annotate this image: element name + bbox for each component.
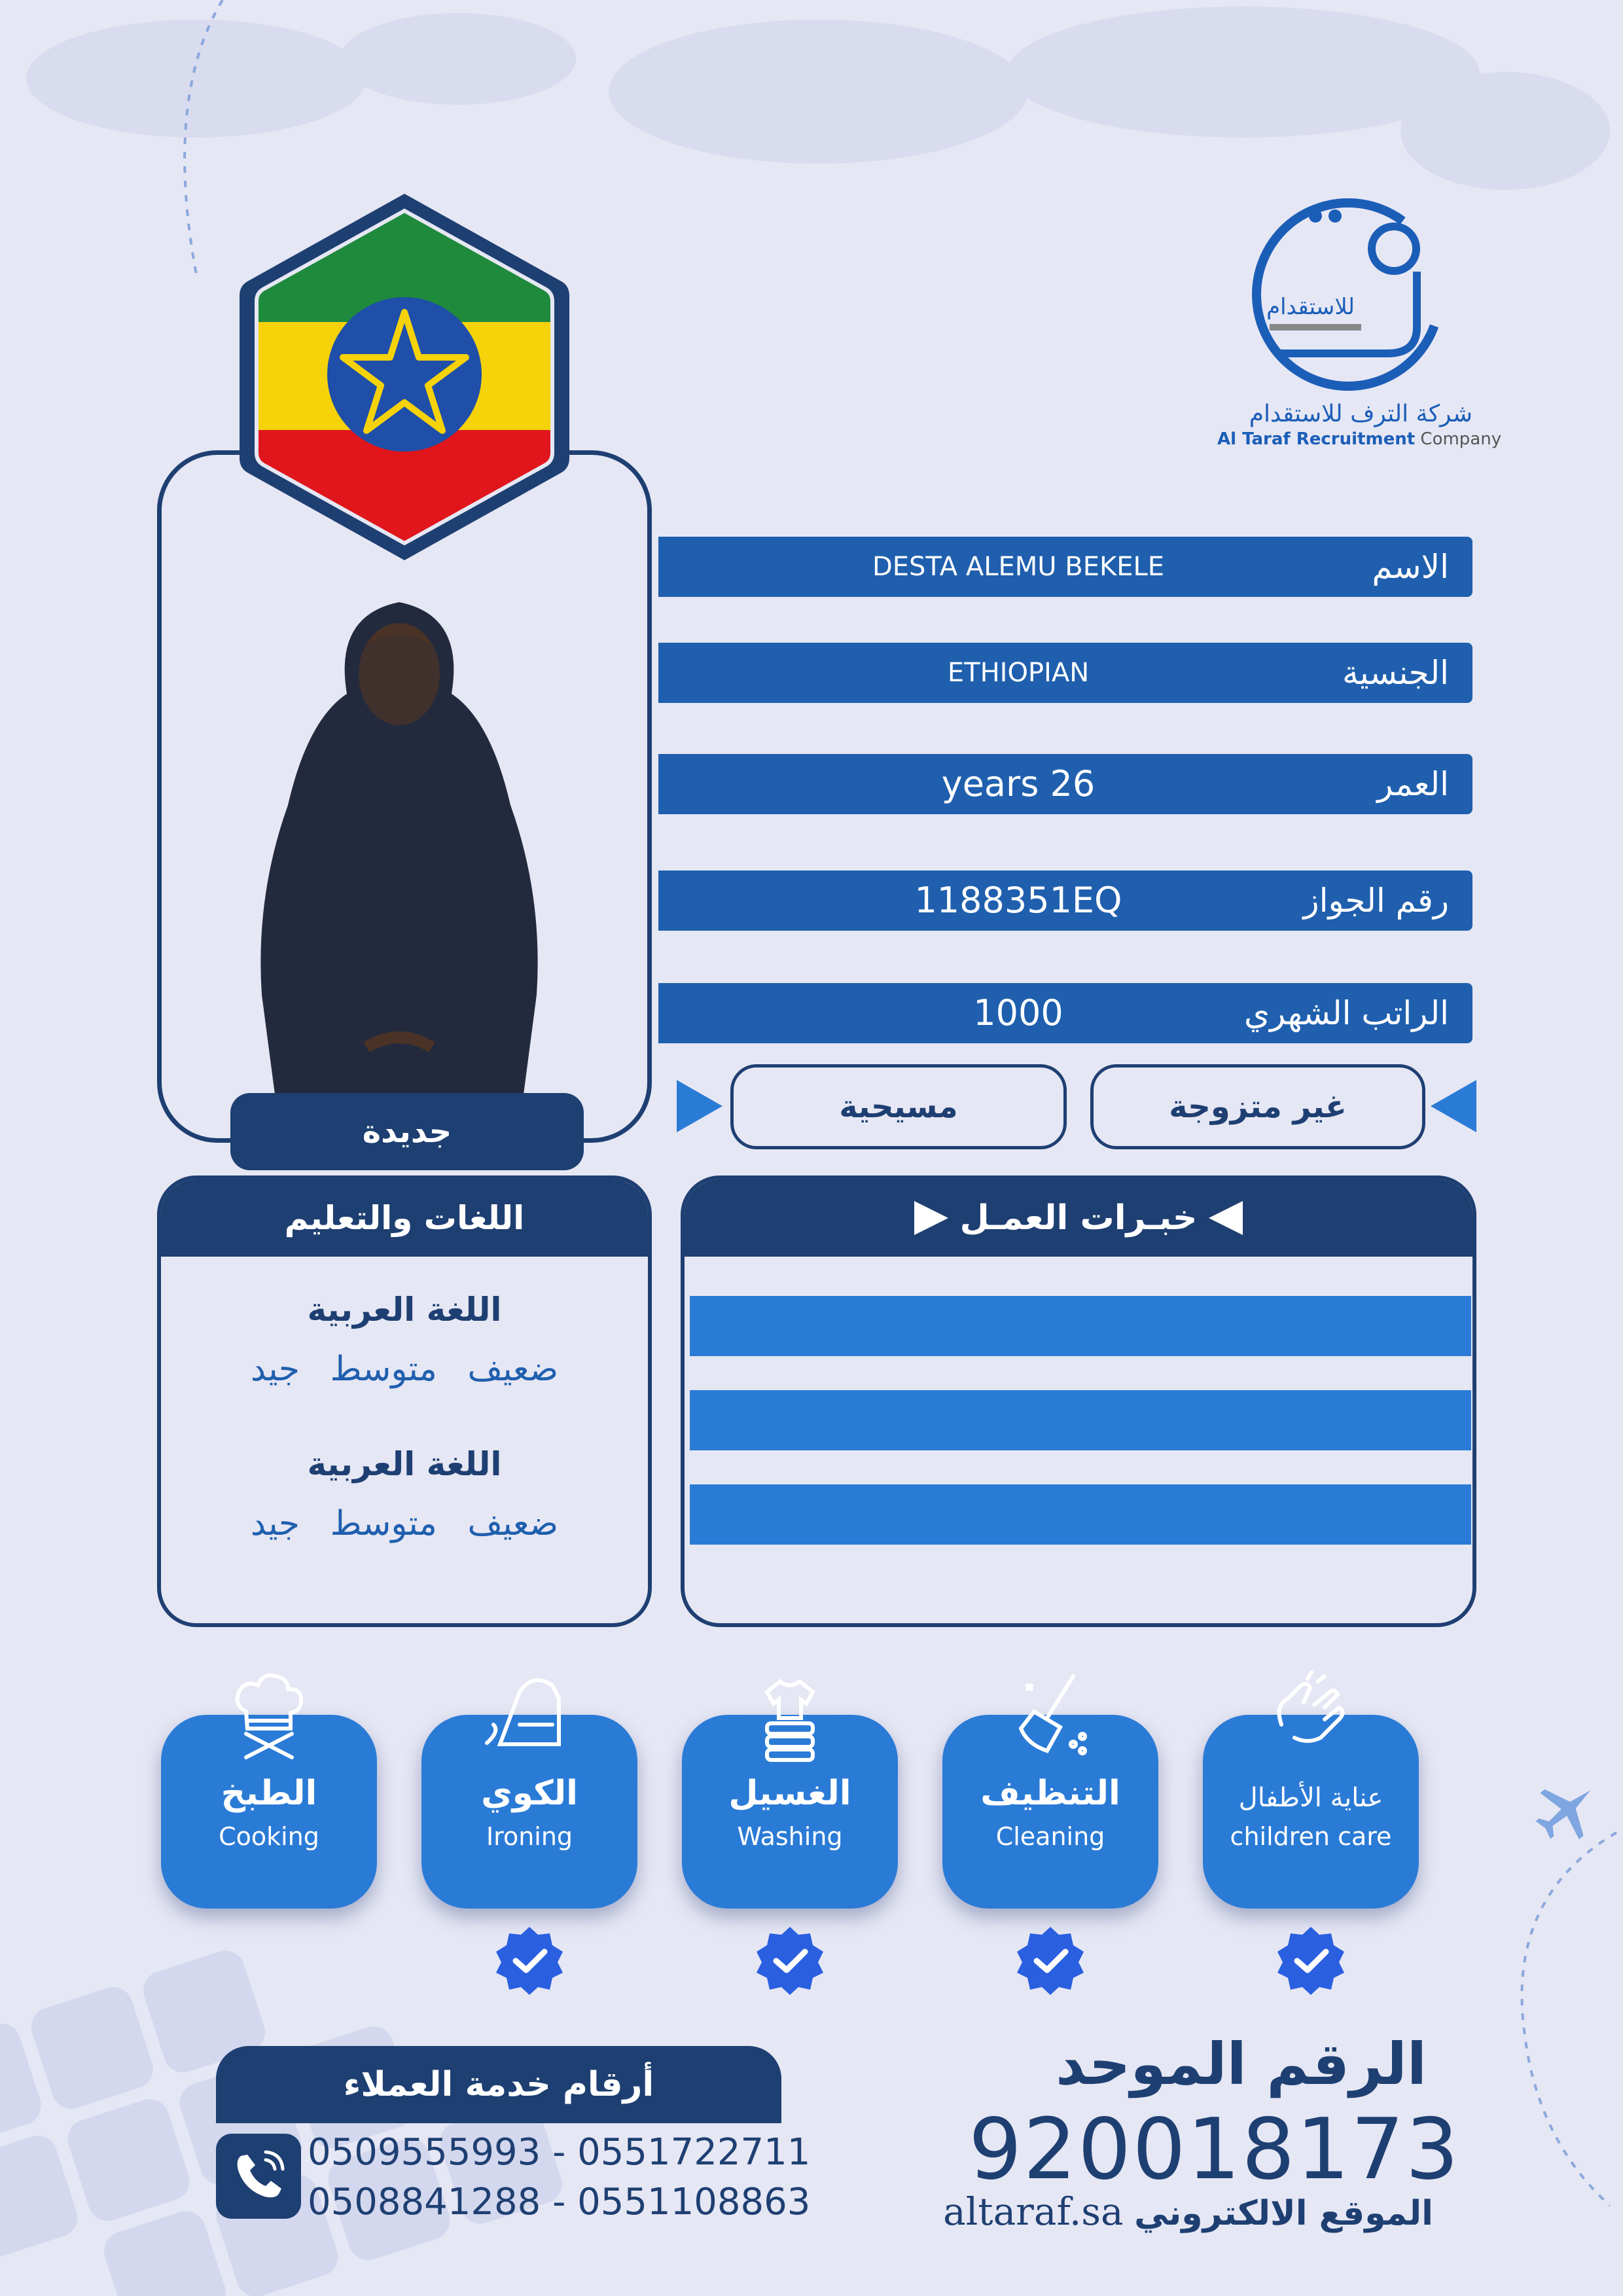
language-name-1: اللغة العربية — [307, 1291, 502, 1329]
skill-cleaning-ar: التنظيف — [980, 1774, 1120, 1813]
info-row-salary — [658, 983, 1472, 1043]
name-label: الاسم — [1372, 548, 1449, 586]
age-label: العمر — [1377, 765, 1449, 803]
skill-washing-ar: الغسيل — [728, 1774, 851, 1813]
name-value: DESTA ALEMU BEKELE — [872, 552, 1165, 582]
experience-title: خبـرات العمـل — [959, 1198, 1198, 1238]
skill-children-care-ar: عناية الأطفال — [1238, 1783, 1383, 1813]
experience-row-1 — [690, 1296, 1471, 1356]
language-levels-2: ضعيف متوسط جيد — [250, 1504, 559, 1543]
website-link[interactable]: altaraf.sa — [943, 2189, 1124, 2234]
iron-icon — [480, 1666, 579, 1764]
skill-cleaning-en: Cleaning — [995, 1822, 1105, 1851]
experience-row-3 — [690, 1484, 1471, 1545]
check-badge-icon — [1275, 1924, 1347, 1996]
languages-title: اللغات والتعليم — [161, 1179, 648, 1257]
passport-label: رقم الجواز — [1303, 882, 1449, 920]
salary-label: الراتب الشهري — [1243, 994, 1449, 1032]
nationality-value: ETHIOPIAN — [947, 658, 1090, 688]
experience-row-2 — [690, 1390, 1471, 1450]
info-row-nationality — [658, 643, 1472, 703]
hands-icon — [1262, 1666, 1360, 1764]
language-name-2: اللغة العربية — [307, 1445, 502, 1483]
religion-pill: مسيحية — [730, 1064, 1067, 1149]
arrow-right-icon — [677, 1080, 722, 1132]
triangle-right-icon — [914, 1201, 948, 1235]
unified-number: 920018173 — [969, 2101, 1460, 2198]
check-badge-icon — [754, 1924, 826, 1996]
check-badge-icon — [1014, 1924, 1086, 1996]
triangle-left-icon — [1209, 1201, 1243, 1235]
info-row-name — [658, 537, 1472, 597]
company-name-english: Al Taraf Recruitment Company — [1217, 429, 1502, 449]
website-line — [916, 2189, 1433, 2234]
marital-status-pill: غير متزوجة — [1090, 1064, 1425, 1149]
ethiopia-flag-badge — [237, 191, 572, 563]
skill-washing-en: Washing — [737, 1822, 843, 1851]
skill-cooking-ar: الطبخ — [221, 1774, 317, 1813]
svg-text:للاستقدام: للاستقدام — [1266, 294, 1355, 320]
chef-icon — [220, 1666, 318, 1764]
skill-cooking-en: Cooking — [219, 1822, 319, 1851]
airplane-icon — [1531, 1774, 1603, 1846]
phones-line-2: 0508841288 - 0551108863 — [308, 2181, 811, 2223]
phones-line-1: 0509555993 - 0551722711 — [308, 2131, 811, 2174]
company-logo-mark — [1230, 190, 1453, 399]
languages-box — [157, 1175, 652, 1627]
info-row-passport — [658, 870, 1472, 931]
passport-value: 1188351EQ — [914, 880, 1122, 921]
language-levels-1: ضعيف متوسط جيد — [250, 1350, 559, 1389]
salary-value: 1000 — [973, 992, 1063, 1033]
phone-icon-badge — [216, 2134, 301, 2219]
candidate-photo — [236, 589, 563, 1094]
laundry-icon — [741, 1666, 839, 1764]
skill-ironing-en: Ironing — [486, 1822, 573, 1851]
nationality-label: الجنسية — [1342, 654, 1449, 692]
customer-service-title: أرقام خدمة العملاء — [216, 2046, 781, 2123]
arrow-left-icon — [1431, 1080, 1476, 1132]
experience-box — [681, 1175, 1476, 1627]
status-badge: جديدة — [230, 1093, 584, 1170]
age-value: years 26 — [941, 763, 1096, 804]
info-row-age — [658, 754, 1472, 814]
skill-ironing-ar: الكوي — [481, 1774, 578, 1813]
experience-header — [685, 1179, 1472, 1257]
check-badge-icon — [493, 1924, 565, 1996]
website-label: الموقع الالكتروني — [1134, 2194, 1433, 2233]
unified-number-title: الرقم الموحد — [1056, 2030, 1427, 2098]
skill-children-care-en: children care — [1230, 1822, 1392, 1851]
phone-icon — [216, 2134, 301, 2219]
company-name-arabic: شركة الترف للاستقدام — [1249, 401, 1472, 427]
broom-icon — [1001, 1666, 1099, 1764]
